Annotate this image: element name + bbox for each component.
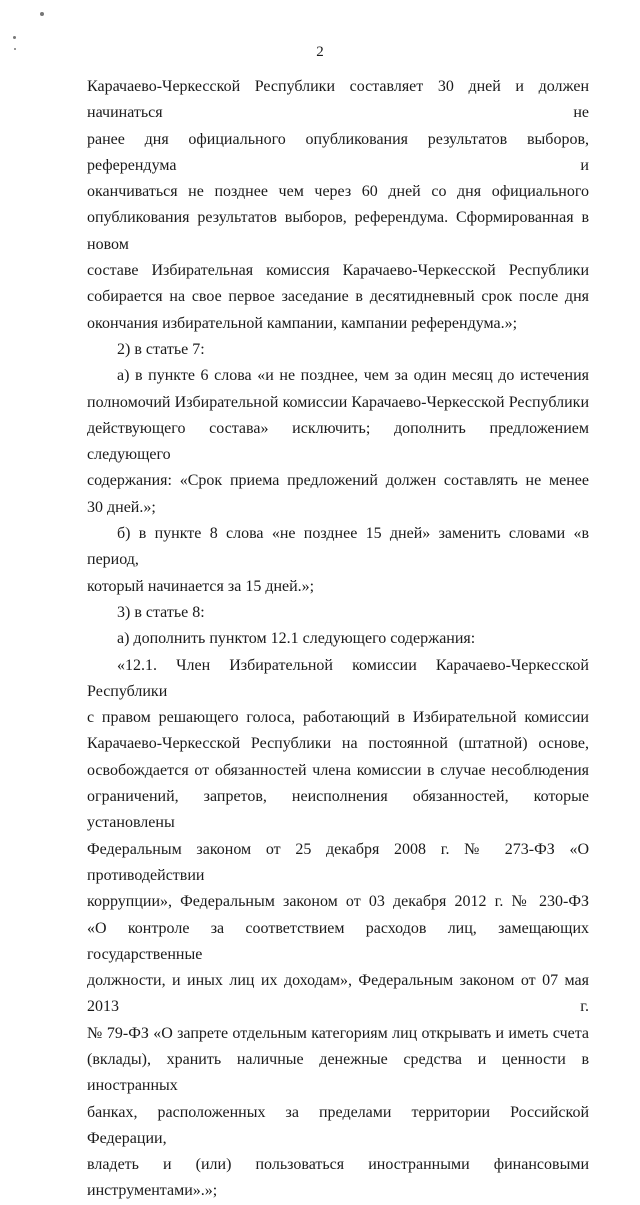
text-line: оканчиваться не позднее чем через 60 дней со дня официального <box>87 183 589 201</box>
text-line: банках, расположенных за пределами территории Российской Федерации, <box>87 1103 589 1147</box>
text-line: собирается на свое первое заседание в десятидневный срок после дня <box>87 288 589 306</box>
text-line: коррупции», Федеральным законом от 03 декабря 2012 г. № 230-ФЗ <box>87 893 589 911</box>
text-line: (вклады), хранить наличные денежные средства и ценности в иностранных <box>87 1050 589 1095</box>
text-line: «О контроле за соответствием расходов лиц, замещающих государственные <box>87 919 589 963</box>
text-line: действующего состава» исключить; дополнить предложением следующего <box>87 419 589 464</box>
text-line: а) дополнить пунктом 12.1 следующего содержания: <box>117 630 476 648</box>
text-line: составе Избирательная комиссия Карачаево-Черкесской Республики <box>87 262 589 280</box>
text-line: который начинается за 15 дней.»; <box>87 577 315 595</box>
text-line: ограничений, запретов, неисполнения обязанностей, которые установлены <box>87 788 589 832</box>
text-line: а) в пункте 6 слова «и не позднее, чем за один месяц до истечения <box>117 367 589 385</box>
page-number: 2 <box>316 44 324 60</box>
text-line: 30 дней.»; <box>87 498 156 516</box>
text-line: полномочий Избирательной комиссии Карачаево-Черкесской Республики <box>87 393 589 411</box>
text-line: Федеральным законом от 25 декабря 2008 г. № 273-ФЗ «О противодействии <box>87 840 589 884</box>
text-line: освобождается от обязанностей члена комиссии в случае несоблюдения <box>87 761 589 779</box>
text-line: должности, и иных лиц их доходам», Федеральным законом от 07 мая 2013 г. <box>87 972 589 1016</box>
text-line: ранее дня официального опубликования результатов выборов, референдума и <box>87 130 589 174</box>
text-line: Карачаево-Черкесской Республики на постоянной (штатной) основе, <box>87 735 589 753</box>
document-body <box>87 74 589 1205</box>
text-line: «12.1. Член Избирательной комиссии Карачаево-Черкесской Республики <box>87 656 589 700</box>
text-line: б) в пункте 8 слова «не позднее 15 дней» заменить словами «в период, <box>87 525 589 569</box>
text-line: опубликования результатов выборов, референдума. Сформированная в новом <box>87 209 589 253</box>
text-line: Карачаево-Черкесской Республики составляет 30 дней и должен начинаться не <box>87 78 589 122</box>
text-line: окончания избирательной кампании, кампании референдума.»; <box>87 314 518 332</box>
text-line: содержания: «Срок приема предложений должен составлять не менее <box>87 472 589 490</box>
text-line: 3) в статье 8: <box>117 603 205 621</box>
scan-mark <box>40 12 44 16</box>
text-line: с правом решающего голоса, работающий в Избирательной комиссии <box>87 709 589 727</box>
scan-mark <box>13 36 16 39</box>
text-line: владеть и (или) пользоваться иностранными финансовыми инструментами».»; <box>87 1156 589 1200</box>
text-line: 2) в статье 7: <box>117 340 205 358</box>
text-line: № 79-ФЗ «О запрете отдельным категориям лиц открывать и иметь счета <box>87 1024 589 1042</box>
